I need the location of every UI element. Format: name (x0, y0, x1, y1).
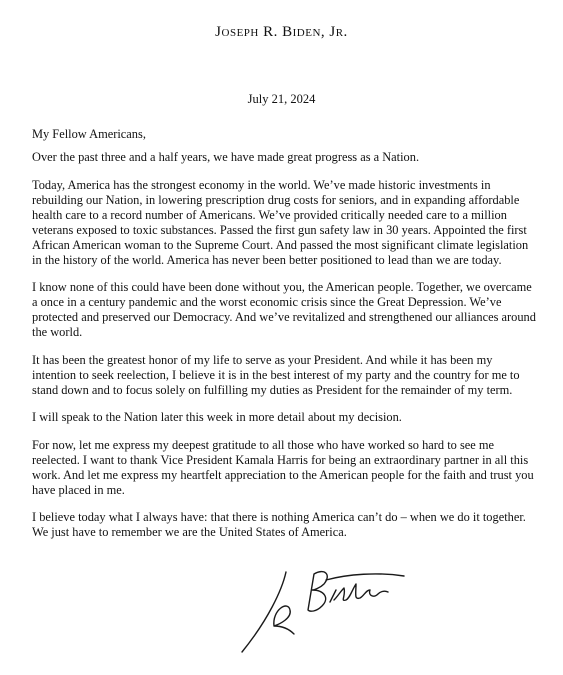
signature-stroke (242, 572, 286, 652)
paragraph-5: I will speak to the Nation later this week in more detail about my decision. (32, 410, 402, 424)
signature-stroke (308, 572, 327, 612)
paragraph-7: I believe today what I always have: that there is nothing America can’t do – when we do it together. We just have to remember we are the United States of America. (32, 510, 526, 539)
salutation: My Fellow Americans, (32, 127, 146, 141)
letter-body (32, 127, 537, 553)
paragraph-6: For now, let me express my deepest gratitude to all those who have worked so hard to see me reelected. I want to thank Vice President Kamala Harris for being an extraordinary partner in all this work. And let me express my heartfelt appreciation to the American people for the faith and trust you have placed in me. (32, 437, 534, 497)
paragraph-4: It has been the greatest honor of my life to serve as your President. And while it has been my intention to seek reelection, I believe it is in the best interest of my party and the country for me to stand down and to focus solely on fulfilling my duties as President for the remainder of my term. (32, 352, 520, 397)
signature-stroke (274, 606, 294, 634)
signature-stroke (330, 584, 388, 602)
letter-date: July 21, 2024 (247, 92, 316, 106)
paragraph-2: Today, America has the strongest economy in the world. We’ve made historic investments in rebuilding our Nation, in lowering prescription drug costs for seniors, and in expanding affordable health care to a record number of Americans. We’ve provided critically needed care to a million veterans exposed to toxic substances. Passed the first gun safety law in 30 years. Appointed the first African American woman to the Supreme Court. And passed the most significant climate legislation in the history of the world. America has never been better positioned to lead than we are today. (32, 177, 529, 267)
paragraph-1: Over the past three and a half years, we have made great progress as a Nation. (32, 150, 420, 164)
signature-stroke (326, 574, 404, 580)
handwritten-signature (228, 560, 418, 655)
letterhead: Joseph R. Biden, Jr. (215, 24, 348, 40)
paragraph-3: I know none of this could have been done without you, the American people. Together, we overcame a once in a century pandemic and the worst economic crisis since the Great Depression. We’ve protected and preserved our Democracy. And we’ve revitalized and strengthened our alliances around the world. (32, 280, 536, 339)
